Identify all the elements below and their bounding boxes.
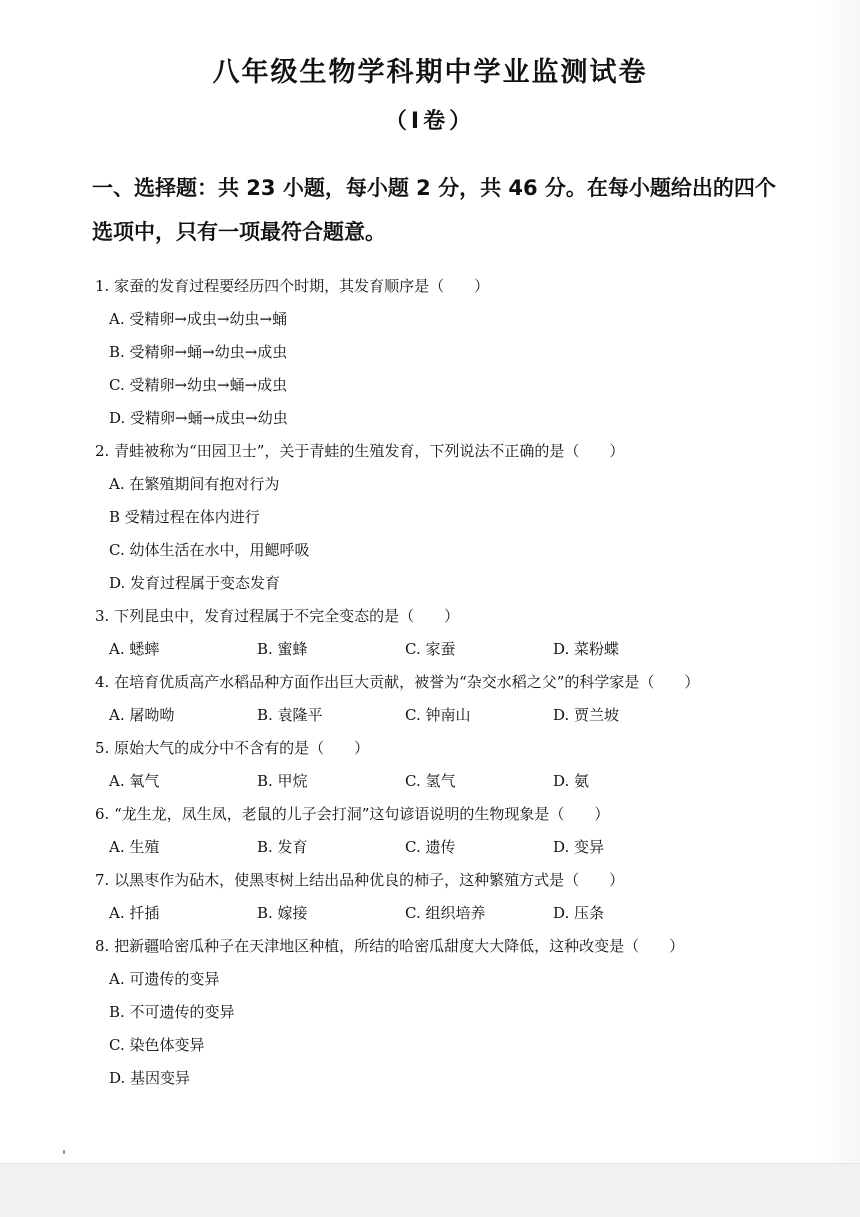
option-row (95, 897, 795, 930)
option: B. 袁隆平 (257, 706, 323, 724)
scan-bottom-margin (0, 1163, 860, 1217)
question (95, 864, 795, 930)
option-row (95, 633, 795, 666)
option: A. 受精卵→成虫→幼虫→蛹 (109, 310, 288, 328)
option: B. 嫁接 (257, 904, 308, 922)
question-stem: 5. 原始大气的成分中不含有的是（ ） (95, 739, 370, 757)
question (95, 798, 795, 864)
section-heading: 一、选择题：共 23 小题，每小题 2 分，共 46 分。在每小题给出的四个选项中，只有一项最符合题意。 (92, 176, 776, 244)
question-stem: 6. “龙生龙，凤生凤，老鼠的儿子会打洞”这句谚语说明的生物现象是（ ） (95, 805, 610, 823)
question (95, 435, 795, 600)
option: A. 在繁殖期间有抱对行为 (109, 475, 280, 493)
option: A. 蟋蟀 (109, 640, 160, 658)
question-stem: 2. 青蛙被称为“田园卫士”，关于青蛙的生殖发育，下列说法不正确的是（ ） (95, 442, 625, 460)
option: C. 遗传 (405, 838, 456, 856)
option: D. 基因变异 (109, 1069, 191, 1087)
option: B. 蜜蜂 (257, 640, 308, 658)
option: D. 压条 (553, 904, 605, 922)
option: D. 受精卵→蛹→成虫→幼虫 (109, 409, 288, 427)
option-row (95, 765, 795, 798)
question-list (95, 270, 795, 1095)
option: D. 贾兰坡 (553, 706, 620, 724)
option: A. 可遗传的变异 (109, 970, 220, 988)
option: C. 氢气 (405, 772, 456, 790)
question-stem: 1. 家蚕的发育过程要经历四个时期，其发育顺序是（ ） (95, 277, 490, 295)
option: A. 屠呦呦 (109, 706, 175, 724)
question (95, 666, 795, 732)
option: D. 变异 (553, 838, 605, 856)
option: A. 氧气 (109, 772, 160, 790)
option: B. 发育 (257, 838, 308, 856)
option: D. 发育过程属于变态发育 (109, 574, 281, 592)
option: C. 受精卵→幼虫→蛹→成虫 (109, 376, 288, 394)
page-title: 八年级生物学科期中学业监测试卷 (212, 57, 648, 88)
option-row (95, 831, 795, 864)
option: B. 甲烷 (257, 772, 308, 790)
option: C. 幼体生活在水中，用鳃呼吸 (109, 541, 310, 559)
question (95, 930, 795, 1095)
option: B 受精过程在体内进行 (109, 508, 260, 526)
option: D. 菜粉蝶 (553, 640, 620, 658)
question-stem: 7. 以黑枣作为砧木，使黑枣树上结出品种优良的柿子，这种繁殖方式是（ ） (95, 871, 625, 889)
option: C. 组织培养 (405, 904, 486, 922)
scan-edge-shadow (820, 0, 860, 1163)
question-stem: 8. 把新疆哈密瓜种子在天津地区种植，所结的哈密瓜甜度大大降低，这种改变是（ ） (95, 937, 685, 955)
option: C. 家蚕 (405, 640, 456, 658)
option: B. 不可遗传的变异 (109, 1003, 235, 1021)
scan-speck (63, 1150, 65, 1154)
option: D. 氨 (553, 772, 590, 790)
question-stem: 4. 在培育优质高产水稻品种方面作出巨大贡献，被誉为“杂交水稻之父”的科学家是（ ） (95, 673, 700, 691)
option: B. 受精卵→蛹→幼虫→成虫 (109, 343, 288, 361)
question-stem: 3. 下列昆虫中，发育过程属于不完全变态的是（ ） (95, 607, 460, 625)
question (95, 270, 795, 435)
question (95, 600, 795, 666)
option: A. 扦插 (109, 904, 160, 922)
paper-volume-label: （Ⅰ卷） (384, 109, 476, 134)
option: C. 钟南山 (405, 706, 471, 724)
option: A. 生殖 (109, 838, 160, 856)
option: C. 染色体变异 (109, 1036, 205, 1054)
option-row (95, 699, 795, 732)
question (95, 732, 795, 798)
